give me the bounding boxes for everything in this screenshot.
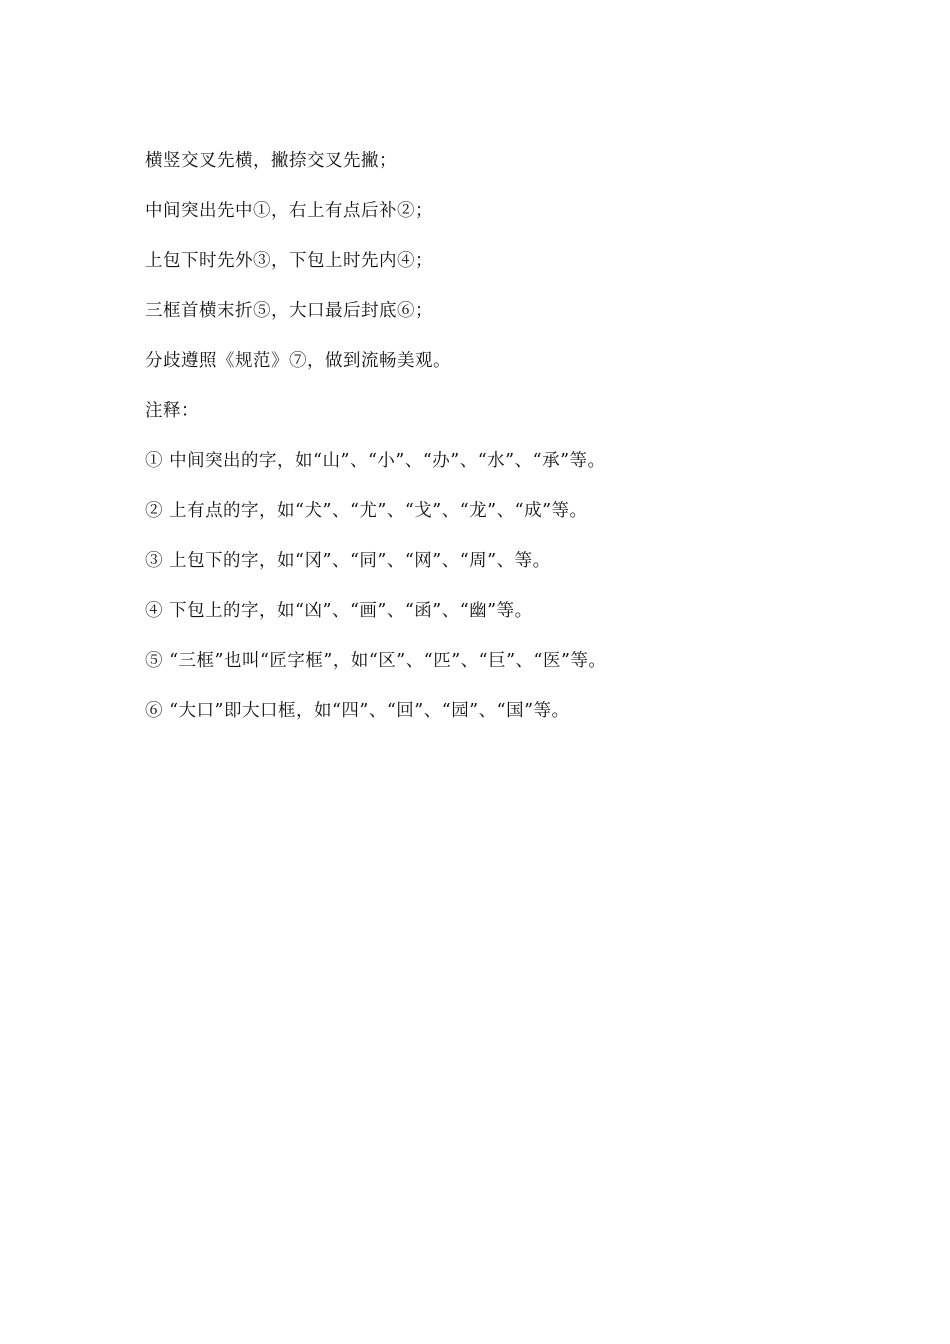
notes-heading: 注释： <box>145 401 199 421</box>
verse-line-3: 上包下时先外③，下包上时先内④； <box>145 251 433 271</box>
document-body <box>145 146 845 746</box>
note-3: ③ 上包下的字，如“冈”、“同”、“网”、“周”、等。 <box>145 551 551 571</box>
note-6: ⑥ “大口”即大口框，如“四”、“回”、“园”、“国”等。 <box>145 701 570 721</box>
note-5: ⑤ “三框”也叫“匠字框”，如“区”、“匹”、“巨”、“医”等。 <box>145 651 607 671</box>
verse-line-2: 中间突出先中①，右上有点后补②； <box>145 201 433 221</box>
note-4: ④ 下包上的字，如“凶”、“画”、“函”、“幽”等。 <box>145 601 533 621</box>
verse-line-4: 三框首横末折⑤，大口最后封底⑥； <box>145 301 433 321</box>
verse-line-1: 横竖交叉先横，撇捺交叉先撇； <box>145 151 397 171</box>
note-2: ② 上有点的字，如“犬”、“尤”、“戈”、“龙”、“成”等。 <box>145 501 588 521</box>
verse-line-5: 分歧遵照《规范》⑦，做到流畅美观。 <box>145 351 451 371</box>
note-1: ① 中间突出的字，如“山”、“小”、“办”、“水”、“承”等。 <box>145 451 606 471</box>
